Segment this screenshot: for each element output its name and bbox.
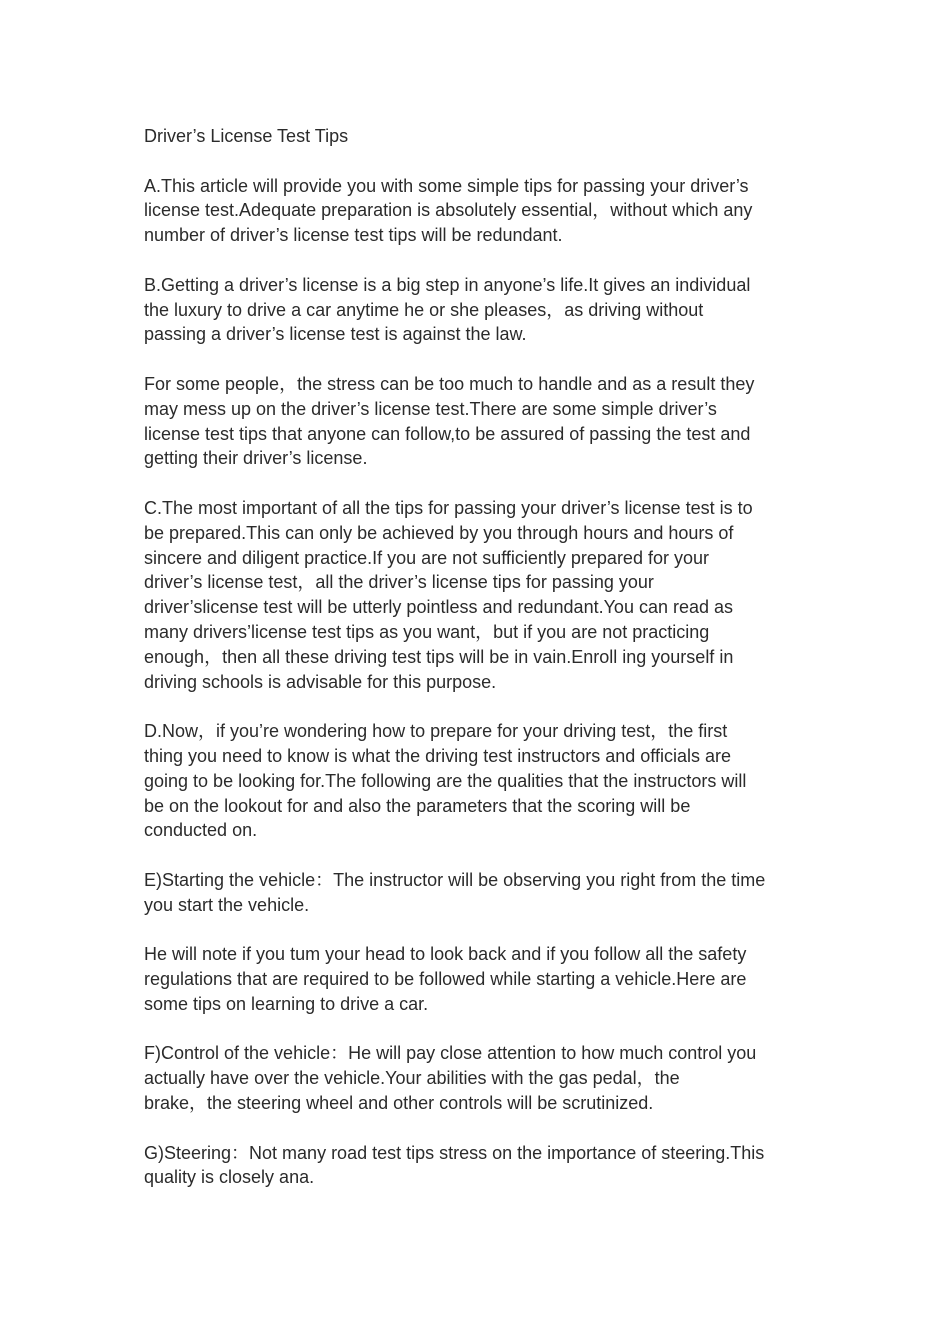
text-line: F)Control of the vehicle：He will pay close attention to how much control you [144,1043,757,1064]
text-line: He will note if you tum your head to look back and if you follow all the safety [144,944,747,965]
text-line: C.The most important of all the tips for passing your driver’s license test is to [144,497,753,518]
text-line: A.This article will provide you with some simple tips for passing your driver’s [144,175,749,196]
paragraph [144,496,816,694]
text-line: passing a driver’s license test is against the law. [144,324,527,345]
text-line: the luxury to drive a car anytime he or she pleases，as driving without [144,299,704,320]
text-line: driver’slicense test will be utterly pointless and redundant.You can read as [144,597,734,618]
text-line: quality is closely ana. [144,1167,315,1188]
paragraph [144,1041,816,1115]
text-line: driving schools is advisable for this purpose. [144,671,497,692]
text-line: you start the vehicle. [144,894,310,915]
text-line: E)Starting the vehicle：The instructor will be observing you right from the time [144,869,766,890]
paragraph-list [144,174,816,1191]
text-line: number of driver’s license test tips will be redundant. [144,225,563,246]
text-line: going to be looking for.The following are the qualities that the instructors will [144,770,747,791]
paragraph [144,1141,816,1191]
text-line: driver’s license test，all the driver’s license tips for passing your [144,572,654,593]
paragraph [144,719,816,843]
text-line: For some people，the stress can be too much to handle and as a result they [144,373,755,394]
text-line: conducted on. [144,820,258,841]
text-line: D.Now，if you’re wondering how to prepare for your driving test，the first [144,721,728,742]
paragraph [144,174,816,248]
text-line: some tips on learning to drive a car. [144,993,429,1014]
paragraph [144,273,816,347]
text-line: actually have over the vehicle.Your abilities with the gas pedal，the [144,1068,680,1089]
text-line: regulations that are required to be followed while starting a vehicle.Here are [144,969,747,990]
text-line: getting their driver’s license. [144,448,368,469]
text-line: enough，then all these driving test tips will be in vain.Enroll ing yourself in [144,646,734,667]
text-line: may mess up on the driver’s license test.There are some simple driver’s [144,398,717,419]
paragraph [144,372,816,471]
document-body [144,124,816,1190]
text-line: B.Getting a driver’s license is a big step in anyone’s life.It gives an individual [144,274,751,295]
text-line: sincere and diligent practice.If you are not sufficiently prepared for your [144,547,709,568]
text-line: thing you need to know is what the driving test instructors and officials are [144,745,731,766]
text-line: license test tips that anyone can follow,to be assured of passing the test and [144,423,751,444]
paragraph [144,942,816,1016]
document-title: Driver’s License Test Tips [144,126,349,146]
text-line: be prepared.This can only be achieved by you through hours and hours of [144,522,734,543]
text-line: many drivers’license test tips as you want，but if you are not practicing [144,621,710,642]
text-line: brake，the steering wheel and other controls will be scrutinized. [144,1093,654,1114]
text-line: license test.Adequate preparation is absolutely essential，without which any [144,200,753,221]
text-line: be on the lookout for and also the parameters that the scoring will be [144,795,691,816]
text-line: G)Steering：Not many road test tips stress on the importance of steering.This [144,1142,765,1163]
paragraph [144,868,816,918]
